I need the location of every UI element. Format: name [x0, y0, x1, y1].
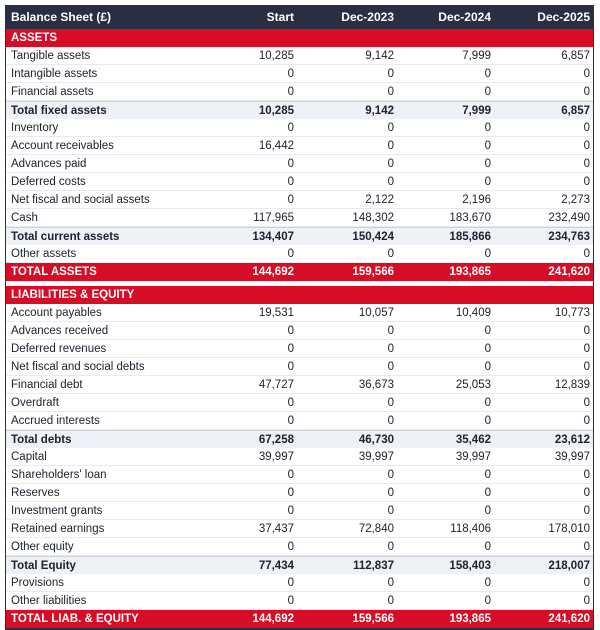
cell-value: 193,865 [449, 613, 491, 625]
cell-value: 0 [484, 504, 491, 517]
cell-value: 185,866 [449, 230, 491, 243]
table-row [6, 358, 593, 376]
table-row [6, 137, 593, 155]
cell-value: 159,566 [352, 613, 394, 625]
cell-value: 0 [287, 540, 294, 553]
cell-value: 67,258 [258, 433, 294, 446]
table-row [6, 592, 593, 610]
table-row [6, 47, 593, 65]
row-label: Net fiscal and social assets [11, 193, 150, 206]
cell-value: 36,673 [358, 378, 394, 391]
cell-value: 0 [387, 360, 394, 373]
cell-value: 0 [484, 67, 491, 80]
table-row [6, 340, 593, 358]
cell-value: 0 [484, 157, 491, 170]
subtotal-row [6, 430, 593, 448]
cell-value: 0 [287, 342, 294, 355]
cell-value: 0 [484, 247, 491, 260]
cell-value: 0 [287, 504, 294, 517]
cell-value: 0 [387, 504, 394, 517]
row-label: Inventory [11, 121, 59, 134]
cell-value: 150,424 [352, 230, 394, 243]
cell-value: 0 [484, 414, 491, 427]
cell-value: 0 [387, 121, 394, 134]
cell-value: 37,437 [258, 522, 294, 535]
cell-value: 6,857 [561, 49, 590, 62]
cell-value: 0 [583, 468, 590, 481]
cell-value: 0 [484, 324, 491, 337]
table-row [6, 466, 593, 484]
cell-value: 72,840 [358, 522, 394, 535]
table-row [6, 484, 593, 502]
cell-value: 0 [287, 175, 294, 188]
cell-value: 0 [484, 468, 491, 481]
cell-value: 118,406 [450, 522, 491, 535]
table-row [6, 538, 593, 556]
grand-total-row [6, 610, 593, 628]
cell-value: 183,670 [449, 211, 491, 224]
cell-value: 0 [583, 85, 590, 98]
cell-value: 0 [583, 396, 590, 409]
cell-value: 0 [387, 157, 394, 170]
table-row [6, 574, 593, 592]
cell-value: 134,407 [252, 230, 294, 243]
cell-value: 9,142 [365, 104, 394, 117]
cell-value: 0 [583, 324, 590, 337]
cell-value: 0 [387, 85, 394, 98]
cell-value: 0 [583, 175, 590, 188]
row-label: Deferred revenues [11, 342, 107, 355]
cell-value: 0 [387, 139, 394, 152]
cell-value: 0 [287, 193, 294, 206]
cell-value: 46,730 [358, 433, 394, 446]
row-label: Account receivables [11, 139, 114, 152]
cell-value: 0 [484, 594, 491, 607]
cell-value: 0 [287, 360, 294, 373]
subtotal-row [6, 101, 593, 119]
cell-value: 0 [484, 139, 491, 152]
cell-value: 158,403 [449, 559, 491, 572]
row-label: Cash [11, 211, 38, 224]
row-label: Total debts [11, 433, 72, 446]
cell-value: 0 [287, 396, 294, 409]
cell-value: 0 [583, 504, 590, 517]
table-row [6, 502, 593, 520]
cell-value: 112,837 [353, 559, 394, 572]
cell-value: 10,057 [358, 306, 394, 319]
table-title: Balance Sheet (£) [11, 10, 112, 24]
row-label: TOTAL ASSETS [11, 266, 97, 278]
cell-value: 9,142 [365, 49, 394, 62]
table-row [6, 119, 593, 137]
table-header-row [6, 5, 593, 29]
cell-value: 7,999 [462, 104, 491, 117]
cell-value: 144,692 [252, 266, 294, 278]
row-label: Other assets [11, 247, 77, 260]
cell-value: 0 [387, 576, 394, 589]
cell-value: 0 [484, 121, 491, 134]
cell-value: 0 [287, 121, 294, 134]
row-label: Financial assets [11, 85, 94, 98]
cell-value: 0 [583, 576, 590, 589]
table-row [6, 394, 593, 412]
cell-value: 77,434 [258, 559, 294, 572]
row-label: Reserves [11, 486, 60, 499]
cell-value: 0 [583, 540, 590, 553]
cell-value: 0 [387, 396, 394, 409]
cell-value: 0 [287, 486, 294, 499]
cell-value: 23,612 [554, 433, 590, 446]
cell-value: 0 [287, 324, 294, 337]
table-row [6, 191, 593, 209]
table-row [6, 322, 593, 340]
table-row [6, 83, 593, 101]
cell-value: 0 [583, 67, 590, 80]
cell-value: 0 [484, 540, 491, 553]
cell-value: 0 [387, 247, 394, 260]
cell-value: 0 [484, 342, 491, 355]
cell-value: 0 [287, 594, 294, 607]
cell-value: 178,010 [548, 522, 590, 535]
row-label: Total Equity [11, 559, 76, 572]
cell-value: 16,442 [258, 139, 294, 152]
cell-value: 0 [484, 396, 491, 409]
cell-value: 0 [484, 175, 491, 188]
cell-value: 0 [583, 360, 590, 373]
cell-value: 25,053 [455, 378, 491, 391]
column-header-dec-2023: Dec-2023 [341, 10, 394, 24]
cell-value: 35,462 [455, 433, 491, 446]
row-label: Investment grants [11, 504, 103, 517]
cell-value: 0 [287, 67, 294, 80]
cell-value: 10,409 [455, 306, 491, 319]
row-label: Total current assets [11, 230, 120, 243]
cell-value: 19,531 [258, 306, 294, 319]
row-label: TOTAL LIAB. & EQUITY [11, 613, 139, 625]
column-header-dec-2024: Dec-2024 [438, 10, 491, 24]
column-header-dec-2025: Dec-2025 [537, 10, 590, 24]
row-label: Capital [11, 450, 47, 463]
cell-value: 241,620 [548, 266, 590, 278]
cell-value: 0 [287, 576, 294, 589]
table-body [6, 29, 593, 628]
table-row [6, 245, 593, 263]
row-label: Account payables [11, 306, 102, 319]
cell-value: 10,773 [554, 306, 590, 319]
row-label: Overdraft [11, 396, 59, 409]
cell-value: 2,196 [462, 193, 491, 206]
cell-value: 144,692 [252, 613, 294, 625]
cell-value: 39,997 [258, 450, 294, 463]
cell-value: 0 [583, 157, 590, 170]
section-header-row [6, 29, 593, 47]
table-row [6, 173, 593, 191]
cell-value: 39,997 [554, 450, 590, 463]
cell-value: 0 [387, 594, 394, 607]
cell-value: 2,122 [365, 193, 394, 206]
row-label: Advances received [11, 324, 109, 337]
cell-value: 0 [484, 486, 491, 499]
cell-value: 148,302 [352, 211, 394, 224]
cell-value: 6,857 [561, 104, 590, 117]
row-label: Financial debt [11, 378, 83, 391]
cell-value: 0 [387, 486, 394, 499]
row-label: LIABILITIES & EQUITY [11, 289, 135, 301]
cell-value: 10,285 [258, 49, 294, 62]
table-row [6, 65, 593, 83]
cell-value: 0 [287, 157, 294, 170]
cell-value: 0 [583, 121, 590, 134]
cell-value: 0 [387, 540, 394, 553]
cell-value: 159,566 [352, 266, 394, 278]
subtotal-row [6, 556, 593, 574]
cell-value: 0 [287, 85, 294, 98]
cell-value: 0 [387, 67, 394, 80]
cell-value: 0 [583, 486, 590, 499]
cell-value: 234,763 [548, 230, 590, 243]
cell-value: 193,865 [449, 266, 491, 278]
cell-value: 0 [583, 342, 590, 355]
cell-value: 0 [287, 247, 294, 260]
cell-value: 0 [484, 85, 491, 98]
row-label: Other liabilities [11, 594, 87, 607]
row-label: Shareholders' loan [11, 468, 107, 481]
grand-total-row [6, 263, 593, 281]
cell-value: 117,965 [253, 211, 294, 224]
table-row [6, 412, 593, 430]
subtotal-row [6, 227, 593, 245]
table-row [6, 376, 593, 394]
row-label: ASSETS [11, 32, 58, 44]
cell-value: 10,285 [258, 104, 294, 117]
cell-value: 47,727 [258, 378, 294, 391]
row-label: Total fixed assets [11, 104, 107, 117]
balance-sheet-table [5, 5, 594, 630]
cell-value: 0 [387, 342, 394, 355]
row-label: Other equity [11, 540, 74, 553]
cell-value: 241,620 [548, 613, 590, 625]
cell-value: 0 [387, 175, 394, 188]
cell-value: 0 [583, 594, 590, 607]
cell-value: 0 [484, 360, 491, 373]
cell-value: 0 [484, 576, 491, 589]
cell-value: 0 [583, 414, 590, 427]
cell-value: 12,839 [554, 378, 590, 391]
row-label: Deferred costs [11, 175, 86, 188]
table-row [6, 520, 593, 538]
column-header-start: Start [266, 10, 294, 24]
cell-value: 7,999 [462, 49, 491, 62]
row-label: Retained earnings [11, 522, 105, 535]
cell-value: 0 [287, 414, 294, 427]
table-row [6, 155, 593, 173]
table-row [6, 209, 593, 227]
cell-value: 39,997 [358, 450, 394, 463]
table-row [6, 304, 593, 322]
cell-value: 0 [583, 247, 590, 260]
cell-value: 39,997 [455, 450, 491, 463]
cell-value: 0 [387, 414, 394, 427]
table-row [6, 448, 593, 466]
row-label: Advances paid [11, 157, 87, 170]
cell-value: 2,273 [561, 193, 590, 206]
row-label: Net fiscal and social debts [11, 360, 145, 373]
cell-value: 0 [287, 468, 294, 481]
row-label: Tangible assets [11, 49, 91, 62]
row-label: Accrued interests [11, 414, 100, 427]
cell-value: 0 [387, 468, 394, 481]
cell-value: 0 [387, 324, 394, 337]
row-label: Provisions [11, 576, 65, 589]
cell-value: 232,490 [548, 211, 590, 224]
row-label: Intangible assets [11, 67, 98, 80]
cell-value: 0 [583, 139, 590, 152]
cell-value: 218,007 [548, 559, 590, 572]
section-header-row [6, 286, 593, 304]
